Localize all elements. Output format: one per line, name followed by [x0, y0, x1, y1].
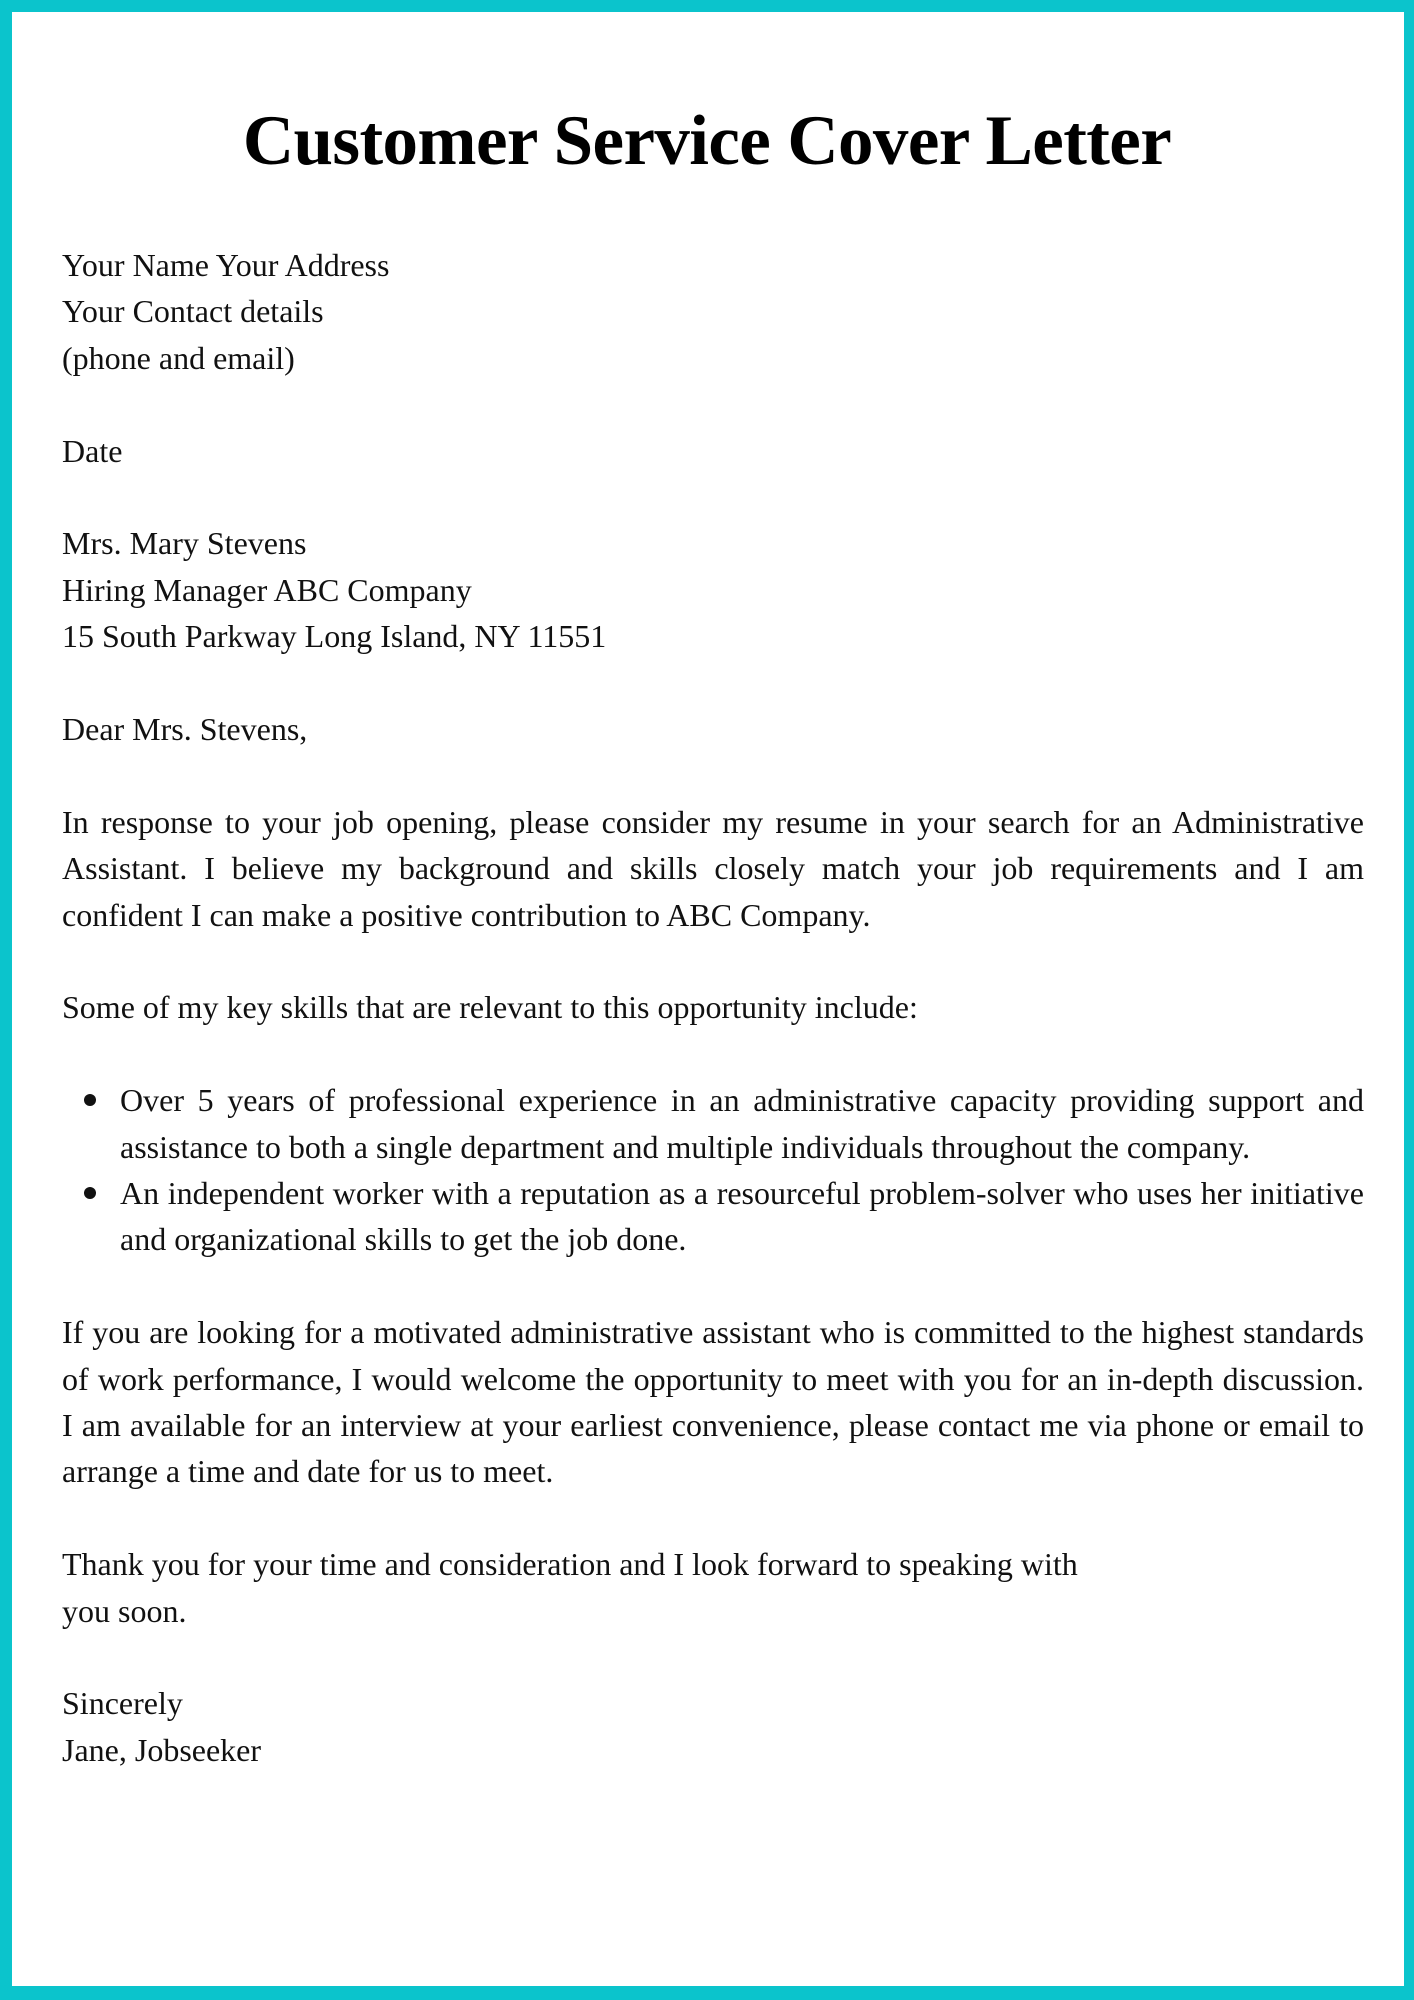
salutation: Dear Mrs. Stevens,: [62, 711, 308, 748]
skills-list-item-text: Over 5 years of professional experience in an administrative capacity providing support and assistance to both a single department and multiple individuals throughout the company.: [120, 1082, 1364, 1165]
bullet-icon: [84, 1187, 96, 1199]
signoff-block: [62, 1680, 1364, 1773]
sender-contact-details: Your Contact details: [62, 293, 324, 330]
intro-paragraph: In response to your job opening, please consider my resume in your search for an Administrative Assistant. I believe my background and skills closely match your job requirements and I am confident I can make a positive contribution to ABC Company.: [62, 803, 1364, 933]
recipient-title-company: Hiring Manager ABC Company: [62, 571, 472, 608]
thanks-paragraph: [62, 1541, 1364, 1634]
sender-name-address: Your Name Your Address: [62, 247, 390, 283]
recipient-block: [62, 520, 1364, 659]
sender-block: [62, 242, 1364, 381]
closing-paragraph: If you are looking for a motivated administrative assistant who is committed to the highest standards of work performance, I would welcome the opportunity to meet with you for an in-depth discussion. I am available for an interview at your earliest convenience, please contact me via phone or email to arrange a time and date for us to meet.: [62, 1314, 1364, 1490]
skills-list-item: [62, 1170, 1364, 1263]
skills-list: [62, 1077, 1364, 1263]
recipient-name: Mrs. Mary Stevens: [62, 525, 307, 562]
recipient-address: 15 South Parkway Long Island, NY 11551: [62, 618, 607, 655]
skills-list-item-text: An independent worker with a reputation as a resourceful problem-solver who uses her initiative and organizational skills to get the job done.: [120, 1175, 1364, 1258]
letter-date: Date: [62, 432, 123, 469]
skills-lead-paragraph: Some of my key skills that are relevant to this opportunity include:: [62, 989, 918, 1026]
skills-list-item: [62, 1077, 1364, 1170]
bullet-icon: [84, 1094, 96, 1106]
letter-body: [62, 242, 1364, 1773]
thanks-line-2: you soon.: [62, 1592, 187, 1629]
closing-word: Sincerely: [62, 1685, 183, 1722]
document-title: Customer Service Cover Letter: [242, 102, 1172, 180]
signature: Jane, Jobseeker: [62, 1731, 262, 1768]
sender-phone-email: (phone and email): [62, 339, 295, 376]
thanks-line-1: Thank you for your time and consideration and I look forward to speaking with: [62, 1546, 1078, 1583]
